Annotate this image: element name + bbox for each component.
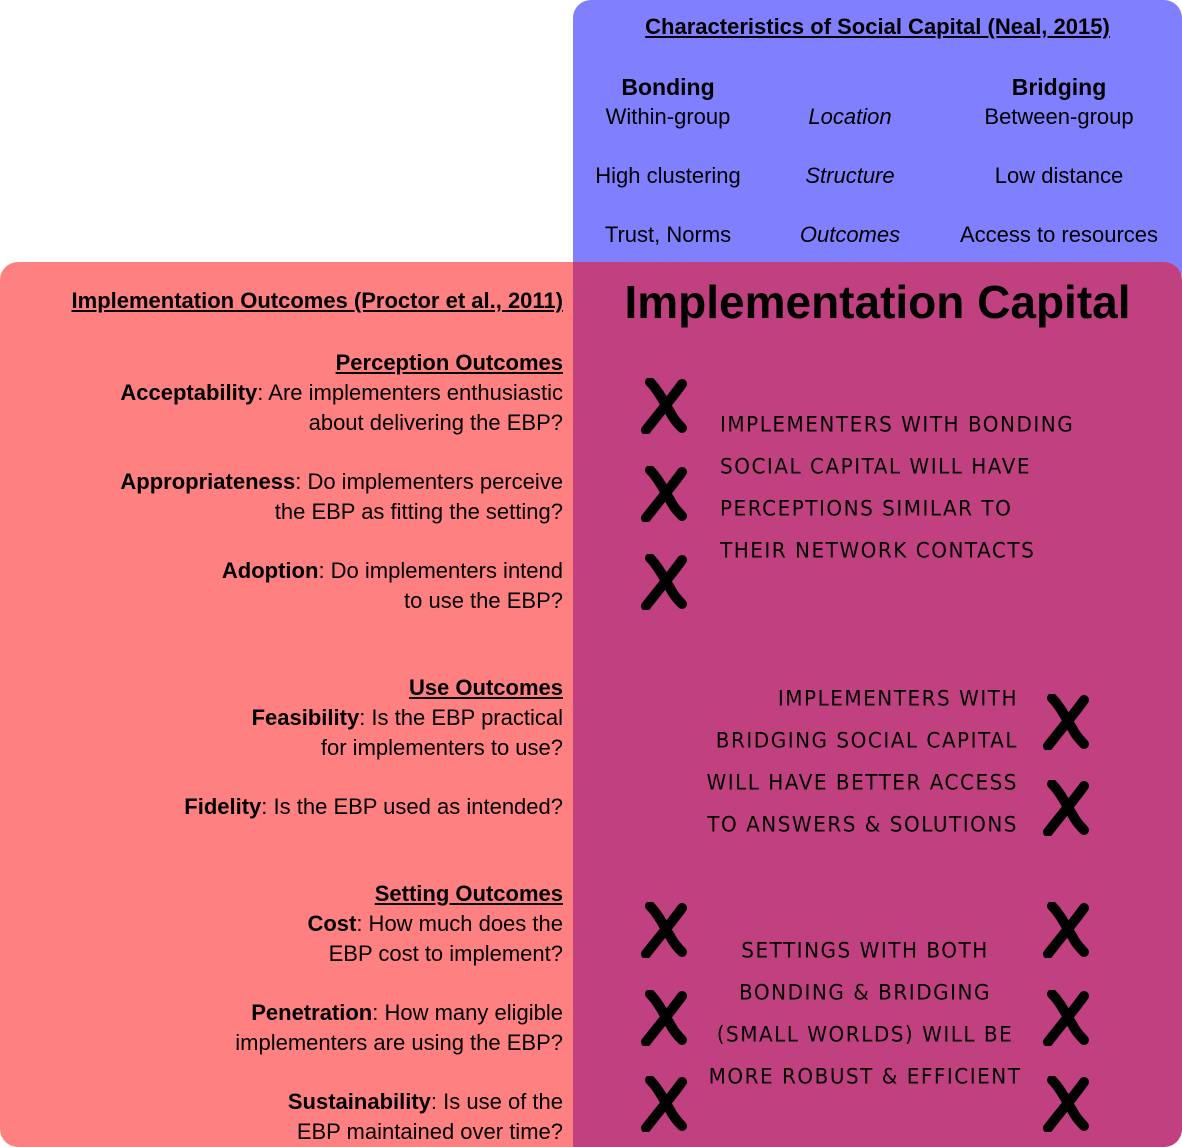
dimension-outcomes: Outcomes	[799, 222, 901, 247]
feasibility-item: Feasibility: Is the EBP practical for implementers to use?	[251, 705, 563, 760]
small-worlds-note: SETTINGS WITH BOTH BONDING & BRIDGING (SMALL WORLDS) WILL BE MORE ROBUST & EFFICIENT	[708, 937, 1022, 1089]
penetration-item: Penetration: How many eligible implementers are using the EBP?	[235, 1000, 563, 1055]
use-outcomes-heading: Use Outcomes	[408, 675, 563, 700]
adoption-item: Adoption: Do implementers intend to use the EBP?	[221, 558, 563, 613]
perception-outcomes-heading: Perception Outcomes	[335, 350, 563, 375]
implementation-capital-title: Implementation Capital	[624, 276, 1131, 328]
setting-outcomes-section	[3, 879, 563, 1147]
bridging-heading: Bridging	[1011, 74, 1107, 100]
implementation-outcomes-title: Implementation Outcomes (Proctor et al., 2011)	[71, 288, 563, 313]
acceptability-item: Acceptability: Are implementers enthusiastic about delivering the EBP?	[120, 380, 563, 435]
x-mark-icon	[1042, 1076, 1090, 1132]
bonding-location: Within-group	[605, 104, 731, 129]
dimension-structure: Structure	[805, 163, 895, 188]
social-capital-title: Characteristics of Social Capital (Neal, 2015)	[645, 14, 1110, 39]
x-mark-icon	[1042, 990, 1090, 1046]
x-mark-icon	[640, 1076, 688, 1132]
bridging-column	[940, 72, 1178, 250]
x-mark-icon	[1042, 694, 1090, 750]
bonding-note: IMPLEMENTERS WITH BONDING SOCIAL CAPITAL WILL HAVE PERCEPTIONS SIMILAR TO THEIR NETWORK CONTACTS	[720, 411, 1075, 563]
x-mark-icon	[640, 554, 688, 610]
cost-item: Cost: How much does the EBP cost to implement?	[307, 911, 563, 966]
use-outcomes-section	[3, 673, 563, 822]
sustainability-item: Sustainability: Is use of the EBP maintained over time?	[287, 1089, 563, 1144]
setting-outcomes-heading: Setting Outcomes	[374, 881, 563, 906]
bonding-heading: Bonding	[621, 74, 715, 100]
bonding-column	[578, 72, 758, 250]
appropriateness-item: Appropriateness: Do implementers perceive the EBP as fitting the setting?	[120, 469, 563, 524]
x-mark-icon	[1042, 780, 1090, 836]
bridging-structure: Low distance	[994, 163, 1124, 188]
dimension-column	[770, 102, 930, 250]
perception-outcomes-section	[3, 348, 563, 616]
bonding-outcomes: Trust, Norms	[604, 222, 732, 247]
bridging-note: IMPLEMENTERS WITH BRIDGING SOCIAL CAPITAL WILL HAVE BETTER ACCESS TO ANSWERS & SOLUTIONS	[706, 685, 1018, 837]
x-mark-icon	[640, 378, 688, 434]
bridging-outcomes: Access to resources	[959, 222, 1159, 247]
bridging-location: Between-group	[984, 104, 1134, 129]
x-mark-icon	[640, 990, 688, 1046]
x-mark-icon	[1042, 902, 1090, 958]
bonding-structure: High clustering	[595, 163, 741, 188]
x-mark-icon	[640, 902, 688, 958]
fidelity-item: Fidelity: Is the EBP used as intended?	[184, 794, 563, 819]
x-mark-icon	[640, 466, 688, 522]
dimension-location: Location	[808, 104, 892, 129]
